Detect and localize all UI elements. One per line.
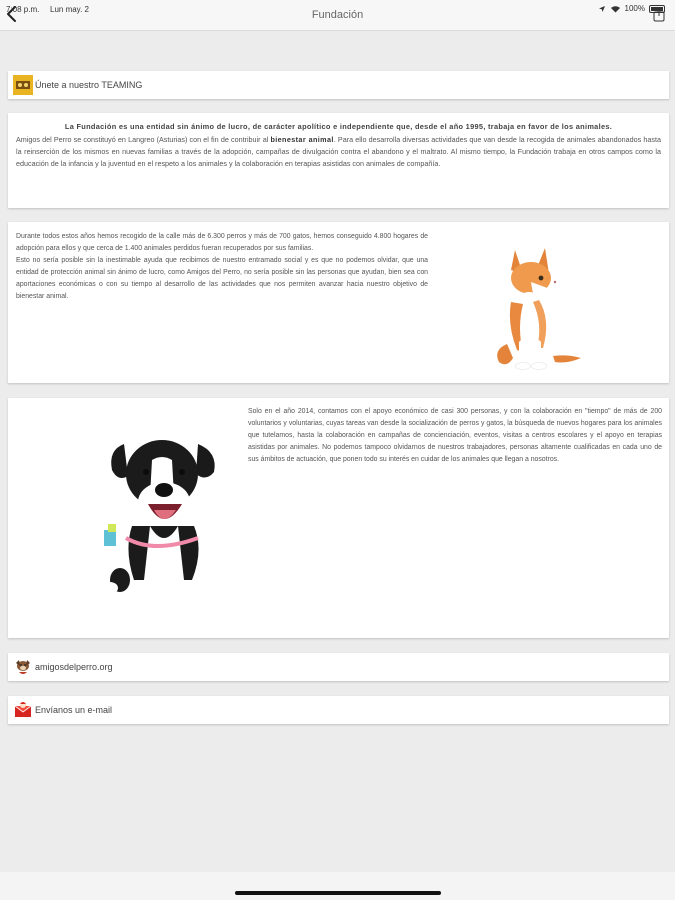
cat-card [8, 222, 669, 383]
share-icon[interactable] [653, 8, 665, 22]
dog-card [8, 398, 669, 638]
teaming-logo-icon [13, 75, 33, 95]
chevron-left-icon[interactable] [5, 5, 19, 23]
puppy-image [94, 430, 224, 612]
nav-divider [0, 30, 675, 31]
intro-body-highlight: bienestar animal [270, 135, 334, 144]
status-date: Lun may. 2 [50, 5, 89, 14]
teaming-button[interactable] [8, 71, 669, 99]
status-time: 7:08 p.m. [6, 5, 40, 14]
dog-logo-icon [13, 657, 33, 677]
intro-body-end: . Para ello desarrolla diversas actividades que van desde la recogida de animales abandonados hasta la reinserción de los mismos en nuevas familias a través de la adopción, campañas de divulgación contra el abandono y el maltrato. Al mismo tiempo, la Fundación trabaja en otros campos como la educación de la infancia y la juventud en el respeto a los animales y la colaboración en terapias asistidas con animales de compañía. [16, 135, 661, 168]
email-link[interactable] [8, 696, 669, 724]
kitten-image [493, 240, 583, 372]
teaming-label: Únete a nuestro TEAMING [35, 80, 143, 90]
bottom-safe-area [0, 872, 675, 900]
cat-text [16, 231, 428, 303]
dog-paragraph: Solo en el año 2014, contamos con el apoyo económico de casi 300 personas, y con la colaboración en "tiempo" de más de 200 voluntarios y voluntarias, cuyas tareas van desde la socialización de perros y gatos, la búsqueda de nuevos hogares para los animales que tutelamos, hasta la colaboración en campañas de concienciación, eventos, visitas a centros escolares y el apoyo en terapias asistidas por animales. No podemos tampoco olvidarnos de nuestros trabajadores, personas altamente cualificadas en cada uno de sus ámbitos de actuación, que ponen todo su interés en cuidar de los animales que llegan a nosotros. [248, 408, 662, 463]
battery-percent: 100% [624, 4, 645, 13]
mail-icon [13, 700, 33, 720]
intro-card [8, 113, 669, 208]
home-indicator[interactable] [235, 891, 441, 895]
cat-paragraph-1: Durante todos estos años hemos recogido de la calle más de 6.300 perros y más de 700 gatos, hemos conseguido 4.800 hogares de adopción para ellos y que cerca de 1.400 animales perdidos fueran recuperados por sus familias. [16, 233, 428, 252]
website-label: amigosdelperro.org [35, 662, 113, 672]
intro-body-start: Amigos del Perro se constituyó en Langreo (Asturias) con el fin de contribuir al [16, 135, 271, 144]
website-link[interactable] [8, 653, 669, 681]
cat-paragraph-2: Esto no sería posible sin la inestimable ayuda que recibimos de nuestro entramado social y es que no podemos olvidar, que una entidad de protección animal sin ánimo de lucro, como Amigos del Perro, no sería posible sin las personas que ayudan, bien sea con aportaciones económicas o con su tiempo al desarrollo de las actividades que nos permiten avanzar hacia nuestro objetivo de bienestar animal. [16, 257, 428, 300]
intro-lead: La Fundación es una entidad sin ánimo de lucro, de carácter apolítico e independiente que, desde el año 1995, trabaja en favor de los animales. [64, 122, 613, 131]
email-label: Envíanos un e-mail [35, 705, 113, 715]
intro-body [16, 134, 661, 170]
page-title: Fundación [311, 9, 364, 21]
